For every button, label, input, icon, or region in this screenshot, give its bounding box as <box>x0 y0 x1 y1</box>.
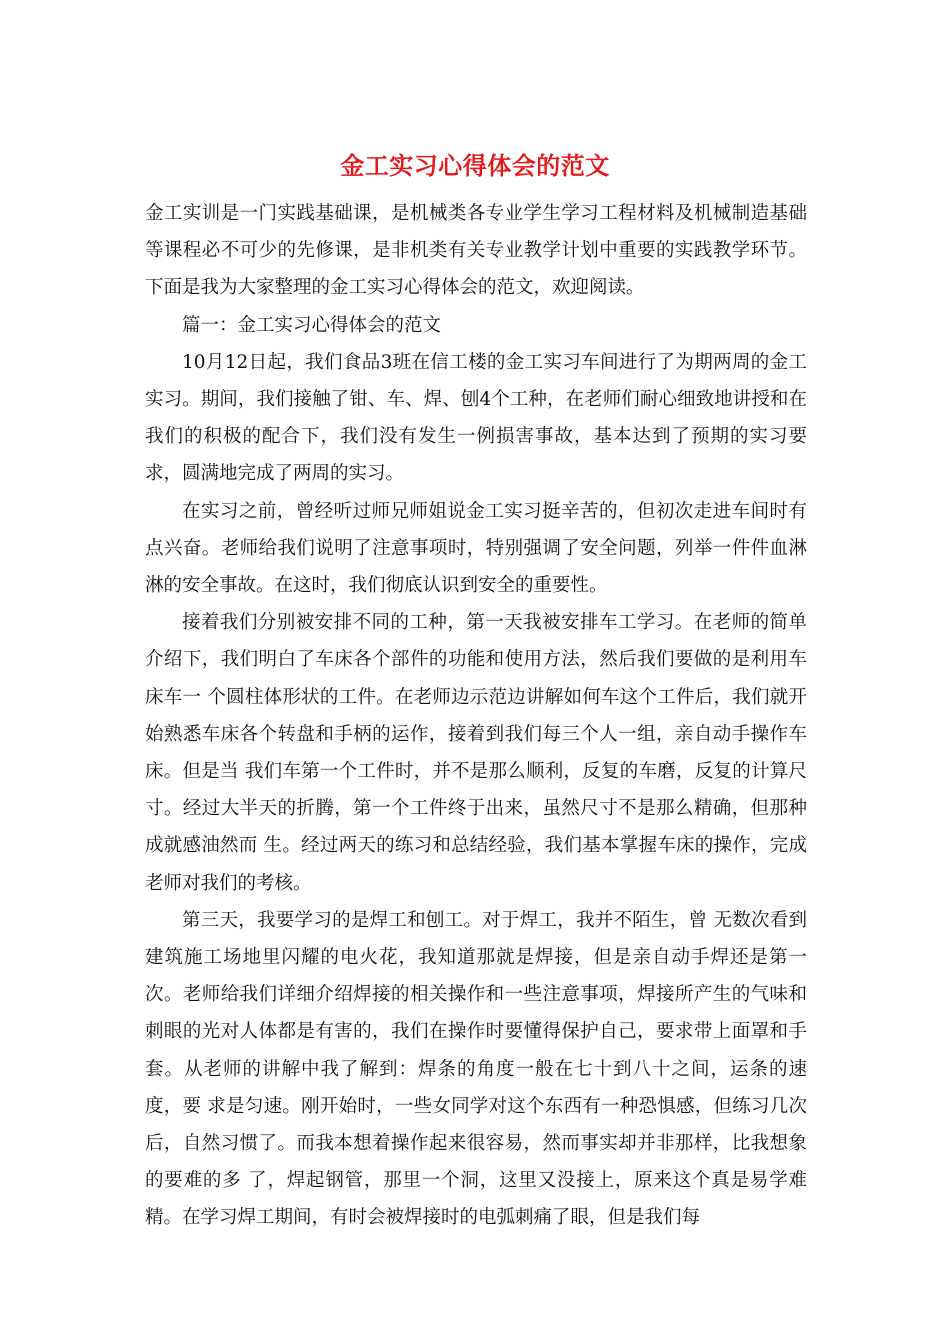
body-paragraph: 在实习之前，曾经听过师兄师姐说金工实习挺辛苦的，但初次走进车间时有点兴奋。老师给我们说明了注意事项时，特别强调了安全问题，列举一件件血淋淋的安全事故。在这时，我们彻底认识到安全的重要性。 <box>145 500 807 597</box>
intro-paragraph: 金工实训是一门实践基础课，是机械类各专业学生学习工程材料及机械制造基础等课程必不可少的先修课，是非机类有关专业教学计划中重要的实践教学环节。下面是我为大家整理的金工实习心得体会的范文，欢迎阅读。 <box>145 203 807 299</box>
section-heading: 篇一：金工实习心得体会的范文 <box>182 314 442 336</box>
body-paragraph: 接着我们分别被安排不同的工种，第一天我被安排车工学习。在老师的简单介绍下，我们明白了车床各个部件的功能和使用方法，然后我们要做的是利用车床车一 个圆柱体形状的工件。在老师边示范边讲解如何车这个工件后，我们就开始熟悉车床各个转盘和手柄的运作，接着到我们每三个人一组，亲自动手操作车床。但是当 我们车第一个工件时，并不是那么顺利，反复的车磨，反复的计算尺寸。经过大半天的折腾，第一个工件终于出来，虽然尺寸不是那么精确，但那种成就感油然而 生。经过两天的练习和总结经验，我们基本掌握车床的操作，完成老师对我们的考核。 <box>145 612 807 894</box>
body-paragraph: 10月12日起，我们食品3班在信工楼的金工实习车间进行了为期两周的金工实习。期间，我们接触了钳、车、焊、刨4个工种，在老师们耐心细致地讲授和在我们的积极的配合下，我们没有发生一例损害事故，基本达到了预期的实习要求，圆满地完成了两周的实习。 <box>145 351 807 485</box>
document-body <box>145 195 807 1237</box>
document-title: 金工实习心得体会的范文 <box>340 151 610 180</box>
body-paragraph: 第三天，我要学习的是焊工和刨工。对于焊工，我并不陌生，曾 无数次看到建筑施工场地里闪耀的电火花，我知道那就是焊接，但是亲自动手焊还是第一次。老师给我们详细介绍焊接的相关操作和一些注意事项，焊接所产生的气味和 刺眼的光对人体都是有害的，我们在操作时要懂得保护自己，要求带上面罩和手套。从老师的讲解中我了解到：焊条的角度一般在七十到八十之间，运条的速度，要 求是匀速。刚开始时，一些女同学对这个东西有一种恐惧感，但练习几次后，自然习惯了。而我本想着操作起来很容易，然而事实却并非那样，比我想象的要难的多 了，焊起钢管，那里一个洞，这里又没接上，原来这个真是易学难精。在学习焊工期间，有时会被焊接时的电弧刺痛了眼，但是我们每 <box>145 909 807 1229</box>
